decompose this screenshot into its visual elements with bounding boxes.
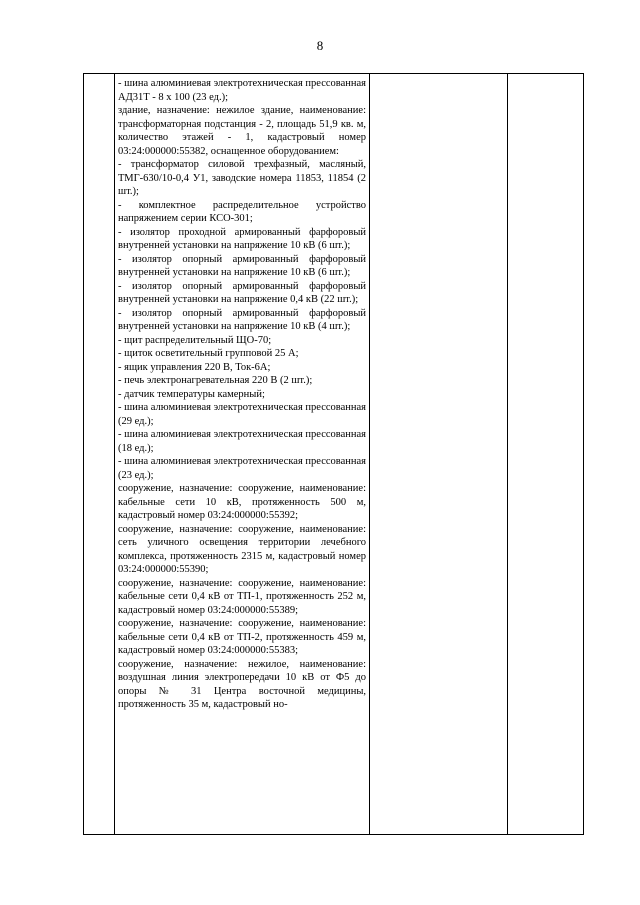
- paragraph: - трансформатор силовой трехфазный, масляный, ТМГ-630/10-0,4 У1, заводские номера 11853, 11854 (2 шт.);: [118, 159, 366, 197]
- paragraph: здание, назначение: нежилое здание, наименование: трансформаторная подстанция - 2, площадь 51,9 кв. м, количество этажей - 1, кадастровый номер 03:24:000000:55382, оснащенное оборудованием:: [118, 105, 366, 157]
- paragraph: - печь электронагревательная 220 В (2 шт.);: [118, 375, 313, 386]
- paragraph: - щиток осветительный групповой 25 А;: [118, 348, 299, 359]
- paragraph: - шина алюминиевая электротехническая прессованная АД31Т - 8 х 100 (23 ед.);: [118, 78, 366, 103]
- description-text: [115, 74, 369, 712]
- paragraph: сооружение, назначение: сооружение, наименование: кабельные сети 10 кВ, протяженность 500 м, кадастровый номер 03:24:000000:55392;: [118, 483, 366, 521]
- empty-cell: [370, 74, 508, 835]
- document-table: [83, 73, 584, 835]
- paragraph: сооружение, назначение: сооружение, наименование: кабельные сети 0,4 кВ от ТП-1, протяженность 252 м, кадастровый номер 03:24:000000:55389;: [118, 577, 366, 616]
- paragraph: - шина алюминиевая электротехническая прессованная (23 ед.);: [118, 456, 366, 481]
- paragraph: сооружение, назначение: нежилое, наименование: воздушная линия электропередачи 10 кВ от Ф5 до опоры № 31 Центра восточной медицины, протяженность 35 м, кадастровый но-: [118, 658, 366, 710]
- paragraph: - изолятор опорный армированный фарфоровый внутренней установки на напряжение 10 кВ (4 шт.);: [118, 307, 366, 332]
- number-cell: [84, 74, 115, 835]
- paragraph: - изолятор опорный армированный фарфоровый внутренней установки на напряжение 0,4 кВ (22 шт.);: [118, 280, 366, 305]
- paragraph: - ящик управления 220 В, Ток-6А;: [118, 361, 271, 373]
- description-cell: [115, 74, 370, 835]
- paragraph: сооружение, назначение: сооружение, наименование: сеть уличного освещения территории лечебного комплекса, протяженность 2315 м, кадастровый номер 03:24:000000:55390;: [118, 523, 366, 575]
- paragraph: - изолятор проходной армированный фарфоровый внутренней установки на напряжение 10 кВ (6 шт.);: [118, 226, 366, 251]
- paragraph: - датчик температуры камерный;: [118, 388, 265, 400]
- paragraph: сооружение, назначение: сооружение, наименование: кабельные сети 0,4 кВ от ТП-2, протяженность 459 м, кадастровый номер 03:24:000000:55383;: [118, 618, 366, 656]
- paragraph: - шина алюминиевая электротехническая прессованная (29 ед.);: [118, 402, 366, 427]
- page-number: 8: [316, 38, 324, 53]
- paragraph: - изолятор опорный армированный фарфоровый внутренней установки на напряжение 10 кВ (6 шт.);: [118, 253, 366, 278]
- paragraph: - шина алюминиевая электротехническая прессованная (18 ед.);: [118, 429, 366, 454]
- paragraph: - щит распределительный ЩО-70;: [118, 334, 272, 346]
- table-row: [84, 74, 584, 835]
- paragraph: - комплектное распределительное устройство напряжением серии КСО-301;: [118, 199, 366, 224]
- empty-cell: [508, 74, 584, 835]
